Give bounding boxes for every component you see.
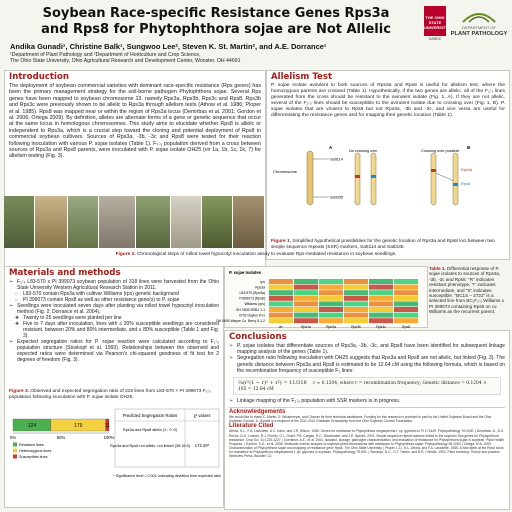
bar-value-2: 179 [74,423,83,429]
table1-cell [294,318,318,323]
table1-cell [319,318,343,323]
figure2-caption-text: Chronological steps of rolled towel hypocotyl inoculation assay to evaluate Rps-mediated resistance in soybean seedlings. [136,252,397,257]
fig1-panel-b [421,149,473,205]
conclusions-heading: Conclusions [229,332,287,342]
poster-title-line2: and Rps8 for Phytophthora sojae are Not Allelic [41,22,391,37]
table1-row-label: OH 0605 Wayne Co. Berry 5-1-2 [215,319,265,323]
fig1-no-crossing-label: No crossing over [349,149,378,153]
table1-row-label: PI399073 (Rps8) [239,296,265,301]
table1-cell [394,285,418,290]
bar-value-3: 11 [104,423,110,429]
table1-cell [319,285,343,290]
table1-col-label: Rps8 [402,324,410,329]
chart-footnote: * Significance level < 0.001, indicating deviation from expected ratio [113,474,221,478]
table1-cell [344,318,368,323]
table1-cell [369,290,393,295]
methods-bullet-1: ➢ F₂:₃ L83-570 x PI 399073 soybean population of 318 lines were harvested from the Ohio State University Western Agricultural Research Station in 2011. [9,279,219,291]
poster-title-line1: Soybean Race-specific Resistance Genes Rps3a [42,6,390,21]
legend-label-3: Susceptible lines [19,455,48,459]
x-tick-label: 0% [9,435,17,440]
fig1-chromosome [307,151,313,205]
table1-cell [394,307,418,312]
table1-caption-text: Differential response of P. sojae isolates to sources of Rps3a, -3b, -3c and Rps8. "R" indicates resistant phenotype, "I" indicates intermediate, and "S" indicates susceptible. "BC1S – 2722" is a selected line from BC₁F₂:₃ Williams x PI 399073 containing Rps8 on cv. Williams as the recurrent parent. [429,266,504,315]
table1-cell [319,307,343,312]
table1-cell [269,318,293,323]
figure1-caption-label: Figure 1. [271,239,291,244]
methods-panel [4,266,224,508]
figure2-caption-label: Figure 2. [115,252,136,257]
table1-col-label: Rps3c [376,324,386,329]
table1-cell [344,290,368,295]
legend-swatch-3 [13,455,17,459]
figure1-caption-text: Simplified hypothetical possibilities for the genetic location of Rps3a and Rps8 loci between two simple sequence repeats (SSR) markers, Satt114 and Satt335. [271,239,495,250]
fig1-gene2-label: Rps8 [461,182,470,186]
table1-cell [269,307,293,312]
methods-tab-2: ❖ Five to 7 days after inoculation, lines with ≤ 20% susceptible seedlings are considered resistant, between 20% and 80% intermediate, and ≥ 80% susceptible (Table 1 and Fig. 3). [9,321,219,339]
x-tick-label: 100% [103,435,115,440]
table1-cell [369,307,393,312]
affiliation-line-1: ¹Department of Plant Pathology and ²Department of Horticulture and Crop Science, [10,52,201,58]
ratio-table-header-1: Predicted Segregation Ratios [122,413,178,418]
conclusion-2: ➢ Segregation ratio following inoculation with OH25 suggests that Rps3a and Rps8 are not allelic, but linked (Fig. 3). The genetic distance between Rps3a and Rps8 is estimated to be 12.64 cM using the following formula, which is based on the recombination frequency of susceptible F₂ lines: [229,355,505,374]
table1-cell [344,313,368,318]
figure3-caption-text: Observed and expected segregation ratio of 318 lines from L83-570 × PI 399073 F₂:₃ population following inoculation with P. sojae isolate OH25. [9,389,211,400]
introduction-heading: Introduction [9,72,70,82]
ratio-table-row-value: 172.29* [194,443,210,448]
methods-sub-1: ○ L83-570 contain Rps3a with cultivar Williams (rps) genetic background [9,291,219,297]
table1-row-label: 0702 Daylon Po1 [238,313,265,318]
methods-sub-2: ○ PI 399073 contain Rps8 as well as other resistance gene(s) to P. sojae [9,297,219,303]
fig1-marker-top: Satt114 [330,157,343,162]
affiliation-line-2: The Ohio State University, Ohio Agricultural Research and Development Center, Wooster, OH 44691 [10,58,241,64]
figure3-caption-label: Figure 3. [9,389,29,394]
table1-cell [294,301,318,306]
table1-row-label: Williams (rps) [244,302,265,307]
table1-cell [319,290,343,295]
x-tick-label: 50% [56,435,66,440]
photo-resistant [202,196,232,248]
osu-logo-text: THE OHIO STATE UNIVERSITY [424,15,449,30]
fig1-panel-a [349,149,378,205]
formula-right: r ≈ 0.1204, where r = recombination frequency; Genetic distance = 0.1204 × 105 = 12.64 cM [238,381,487,393]
photo-seedlings-1 [4,196,34,248]
table1-row-label: L83-570 (Rps3a) [239,291,265,295]
plant-pathology-logo [448,10,510,37]
fig1-marker-bottom: Satt335 [330,195,344,200]
methods-tab-1: ❖ Twenty to 25 seedlings were planted per line [9,315,219,321]
conclusions-text-2 [225,397,509,405]
table1-cell [294,313,318,318]
table1-col-label: vir. [278,324,284,329]
table1-caption [429,266,509,326]
table1-cell [269,296,293,301]
figure2-caption [4,251,508,259]
oardc-logo-text: OARDC [428,37,442,41]
fig1-crossing-label: Crossing over possible [421,149,460,153]
photo-susceptible [233,196,264,248]
photo-trays [171,196,201,248]
dept-label-small: DEPARTMENT OF [462,25,496,30]
table1-cell [394,296,418,301]
figure1-diagram [271,143,505,209]
photo-seedlings-2 [68,196,98,248]
table1-cell [294,296,318,301]
table1-row-label: rps [260,279,265,284]
table1-cell [394,318,418,323]
allelism-test-panel [266,70,510,260]
fig1-label-a: A [329,145,333,150]
table1-cell [344,285,368,290]
table1-cell [269,290,293,295]
conclusion-1: ➢ P. sojae isolates that differentiate sources of Rps3a, -3b, -3c, and Rps8 have been identified for subsequent linkage mapping analysis of the genes (Table 1). [229,343,505,355]
table1-cell [319,301,343,306]
table1-panel [215,266,428,329]
literature-text: Athow, K.L., F.A. Laviolette, A.C. Kahn, and J.R. Wilcox. 1986. Genes for resistance to Phytophthora megasperma f. sp. glycinea in PI 171449. Phytopathology 76:1030. | Demirbas, A., B.G. Rector, D.G. Lohnes, R.J. Fioritto, G.L. Graef, P.B. Cregan, R.C. Shoemaker, and J.E. Specht. 2001. Simple sequence repeat markers linked to the soybean Rps genes for Phytophthora resistance. Crop Sci. 41:1220-1227. | Dorrance, A.E., et al. 2004. Isolation, storage, pathotype characterization, and evaluation of resistance for Phytophthora sojae in soybean. Plant Health Progress. | Gordon, S.G., et al. 2006. Molecular marker analysis of soybean plant introductions with resistance to Phytophthora sojae. Phytopathology 96:1263. | Ortega, M.A. 2009. Characterization of Phytophthora sojae and mapping of resistance gene Rps8. The Ohio State University. | Ploper, L.D., K.L. Athow, and F.A. Laviolette. 1985. A new allele at the Rps3 locus for resistance to Phytophthora megasperma f. sp. glycinea in soybean. Phytopathology 75:690. | Stoskopf, N.C., D.T. Tomes, and B.R. Christie. 1993. Plant breeding: Theory and practice. Westview Press, Boulder CO. [229,429,505,458]
legend-label-2: Heterozygous lines [19,449,52,453]
table1-cell [344,307,368,312]
allelism-heading: Allelism Test [271,72,333,82]
table1-cell [369,285,393,290]
author-list: Andika Gunadi¹, Christine Balk¹, Sungwoo Lee², Steven K. St. Martin², and A.E. Dorrance¹ [10,42,327,51]
table1-col-label: Rps3a [326,324,336,329]
table1-cell [369,318,393,323]
table1-cell [369,301,393,306]
introduction-text: The deployment of soybean commercial varieties with dominant race-specific resistance (Rps genes) has been the primary management strategy for the soil-borne pathogen Phytophthora sojae. Several Rps genes have been mapped to soybean chromosome 13, namely Rps3a, Rps3b, Rps3c and Rps8. Rps3b and Rps3c were previously shown to be allelic to Rps3a through allelism tests (Athow et al. 1986; Ploper et al. 1985). Rps8 was mapped near or within the region of Rps3a locus (Demirbas et al. 2001; Gordon et al. 2006; Ortega 2009). By definition, alleles are alternate forms of a gene or genetic sequence that occur at the same locus in homologous chromosomes. This study aims to elucidate whether Rps8 is allelic or independent to Rps3a, which is a crucial step toward the cloning and potential deployment of Rps8 in commercial soybean cultivars. Sources of Rps3a, -3b, -3c and Rps8 were tested for their reaction following inoculation with various P. sojae isolates (Table 1). F₂:₃ population derived from a cross between sources of Rps3a and Rps8 parents, were inoculated with P. sojae isolate OH25 (vir 1a, 1b, 1c, 1k, 7) for allelism testing (Fig. 3). [9,83,261,160]
table1-cell [394,301,418,306]
table1-col-label: Rps1a [301,324,311,329]
table1-cell [294,307,318,312]
table1-cell [369,313,393,318]
table1-cell [344,301,368,306]
table1-cell [369,296,393,301]
affiliations [10,52,370,64]
table1-cell [319,296,343,301]
table1-cell [294,279,318,284]
table1-cell [269,285,293,290]
table1-cell [344,279,368,284]
ratio-table-row-label: Rps3a and Rps8 not allelic, not linked (39:16:9) [110,444,190,448]
table1-cell [319,313,343,318]
figure2-photo-strip [4,196,264,248]
table1-cell [319,279,343,284]
photo-hypocotyl [136,196,170,248]
methods-text [5,278,223,364]
table1-cell [269,301,293,306]
table1-caption-label: Table 1. [429,266,446,271]
table1-cell [269,313,293,318]
bar-value-1: 124 [27,423,37,429]
fig1-label-b: B [467,145,471,150]
table1-cell [369,279,393,284]
literature-heading: Literature Cited [229,423,274,430]
table1-cell [344,296,368,301]
figure3-chart [7,407,221,503]
ratio-table-header-2: χ² values [193,413,211,418]
leaf-icon [459,10,499,24]
divider [229,407,505,408]
fig1-gene1-label: Rps3a [461,168,472,172]
legend-swatch-2 [13,449,17,453]
photo-rolled-towels [99,196,135,248]
figure1-caption [271,239,505,251]
legend-swatch-1 [13,443,17,447]
methods-bullet-2: ➢ Seedlings were inoculated seven days after planting via rolled towel hypocotyl inoculation method (Fig. 2; Dorrance et al. 2004). [9,303,219,315]
dept-label-big: PLANT PATHOLOGY [450,31,508,37]
conclusions-panel [224,330,510,510]
table1-col-label: Rps3b [351,324,361,329]
poster-header [6,4,506,66]
table1-header: P. sojae Isolates [229,270,262,275]
table1-cell [269,279,293,284]
fig1-chromosome-label: Chromosome [273,169,298,174]
allelism-text: P. sojae isolate avirulent to both sources of Rps3a and Rps8 is useful for allelism test, where the homozygous parents are crossed (Table 1). Hypothetically, if the two genes are allelic, all of the F₂:₃ lines generated from the cross should be resistant to the avirulent isolate (Fig. 1, A). If they are not allelic, several of the F₂:₃ lines should be susceptible to the avirulent isolate due to crossing over (Fig. 1, B). P. sojae isolates that are virulent to Rps8 but not Rps3a, -3b and -3c, and vice versa are useful for differentiating the resistance genes and for mapping their genetic location (Table 1). [271,83,505,118]
acknowledgements-heading: Acknowledgements [229,409,286,416]
genetic-distance-formula [233,377,501,395]
figure3-caption [7,389,223,401]
table1-cell [294,290,318,295]
methods-bullet-3: ➢ Expected segregation ratios for P. sojae reaction were calculated according to F₂:₃ population structure (Stoskopf et al. 1993). Relationships between the observed and expected ratios were determined via Pearson's chi-squared goodness of fit test for 2 degrees of freedom (Fig. 3). [9,339,219,363]
table1-cell [394,313,418,318]
table1-row-label: OH 0505 SRB1 1-1 [235,307,265,312]
osu-logo [424,6,449,41]
ratio-table-row-label: Rps3a and Rps8 allelic (1 : 0 :0) [122,428,178,432]
methods-heading: Materials and methods [9,268,121,278]
table1-grid [215,267,427,329]
formula-left: ¼(r²(1 − r)² + r²) = 11/318 [238,380,307,387]
table1-row-label: Rps3a [255,285,265,290]
photo-inoculation [35,196,67,248]
table1-cell [294,285,318,290]
conclusion-3: ➢ Linkage mapping of the F₂:₃ population with SSR markers is in progress. [229,398,505,404]
table1-cell [394,290,418,295]
conclusions-text [225,342,509,375]
legend-label-1: Resistant lines [19,443,44,447]
acknowledgements-text: We would like to thank C. Martin, D. Wickemeyer, and Clouser for their technical assistance. Funding for this research is provided in part by the United Soybean Board and the Ohio Soybean Council. A. Gunadi is a recipient of the 2011-2012 Graduate Scholarship from the Ohio Soybean Council Foundation. [229,415,492,424]
table1-cell [394,279,418,284]
